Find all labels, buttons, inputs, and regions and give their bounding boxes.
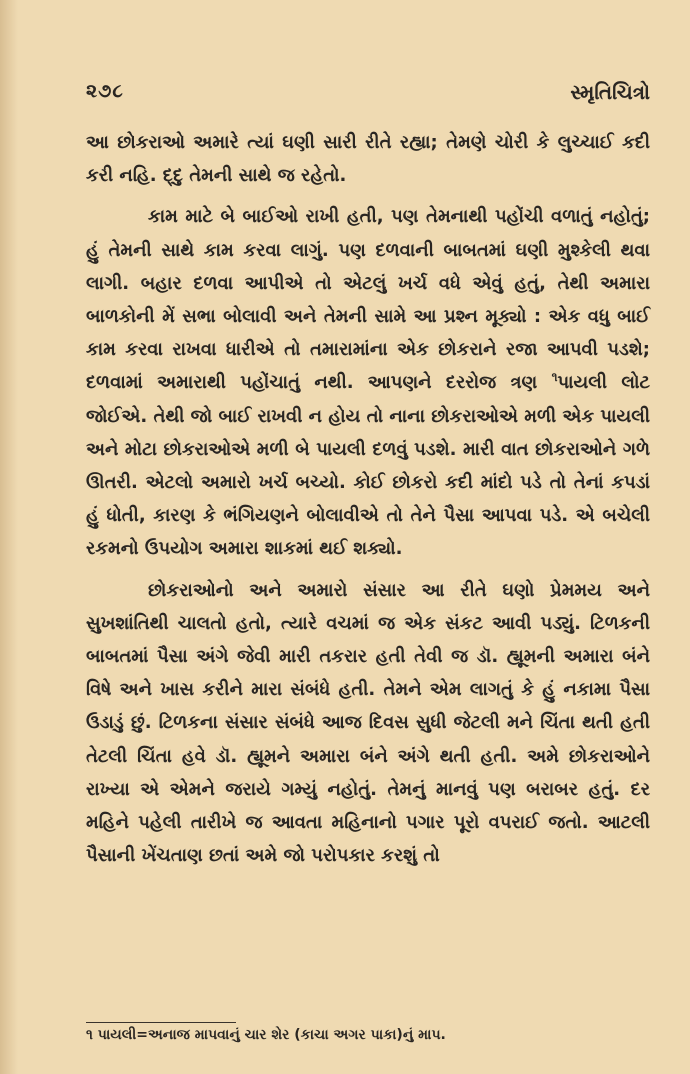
footnote-divider	[86, 1022, 236, 1023]
paragraph-2	[86, 200, 650, 565]
page-number: ૨૭૮	[86, 80, 124, 102]
body-text	[86, 126, 650, 872]
paragraph-2-part-b: પાયલી લોટ જોઈએ. તેથી જો બાઈ રાખવી ન હોય તો નાના છોકરાઓએ મળી એક પાયલી અને મોટા છોકરાઓએ મળી બે પાયલી દળવું પડશે. મારી વાત છોકરાઓને ગળે ઊતરી. એટલો અમારો ખર્ચ બચ્યો. કોઈ છોકરો કદી માંદો પડે તો તેનાં કપડાં હું ધોતી, કારણ કે ભંગિયણને બોલાવીએ તો તેને પૈસા આપવા પડે. એ બચેલી રકમનો ઉપયોગ અમારા શાકમાં થઈ શક્યો.	[86, 372, 650, 560]
page-header	[86, 80, 650, 112]
footnote-marker: ૧	[551, 370, 558, 385]
paragraph-1: આ છોકરાઓ અમારે ત્યાં ઘણી સારી રીતે રહ્યા; તેમણે ચોરી કે લુચ્ચાઈ કદી કરી નહિ. દ્દુ તેમની સાથે જ રહેતો.	[86, 132, 650, 187]
paragraph-2-part-a: કામ માટે બે બાઈઓ રાખી હતી, પણ તેમનાથી પહોંચી વળાતું નહોતું; હું તેમની સાથે કામ કરવા લાગું. પણ દળવાની બાબતમાં ઘણી મુશ્કેલી થવા લાગી. બહાર દળવા આપીએ તો એટલું ખર્ચ વધે એવું હતું, તેથી અમારા બાળકોની મેં સભા બોલાવી અને તેમની સામે આ પ્રશ્ન મૂક્યો : એક વધુ બાઈ કામ કરવા રાખવા ધારીએ તો તમારામાંના એક છોકરાને રજા આપવી પડશે; દળવામાં અમારાથી પહોંચાતું નથી. આપણને દરરોજ ત્રણ	[86, 206, 650, 394]
page-gutter-shadow	[0, 0, 18, 1074]
footnote: ૧ પાયલી=અનાજ માપવાનું ચાર શેર (કાચા અગર પાકા)નું માપ.	[86, 1027, 446, 1043]
paragraph-3: છોકરાઓનો અને અમારો સંસાર આ રીતે ઘણો પ્રેમમય અને સુખશાંતિથી ચાલતો હતો, ત્યારે વચમાં જ એક સંકટ આવી પડ્યું. ટિળકની બાબતમાં પૈસા અંગે જેવી મારી તકરાર હતી તેવી જ ડૉ. હ્યૂમની અમારા બંને વિષે અને ખાસ કરીને મારા સંબંધે હતી. તેમને એમ લાગતું કે હું નકામા પૈસા ઉડાડું છું. ટિળકના સંસાર સંબંધે આજ દિવસ સુધી જેટલી મને ચિંતા થતી હતી તેટલી ચિંતા હવે ડૉ. હ્યૂમને અમારા બંને અંગે થતી હતી. અમે છોકરાઓને રાખ્યા એ એમને જરાયે ગમ્યું નહોતું. તેમનું માનવું પણ બરાબર હતું. દર મહિને પહેલી તારીખે જ આવતા મહિનાનો પગાર પૂરો વપરાઈ જતો. આટલી પૈસાની ખેંચતાણ છતાં અમે જો પરોપકાર કરશું તો	[86, 579, 650, 867]
running-title: સ્મૃતિચિત્રો	[570, 80, 650, 104]
